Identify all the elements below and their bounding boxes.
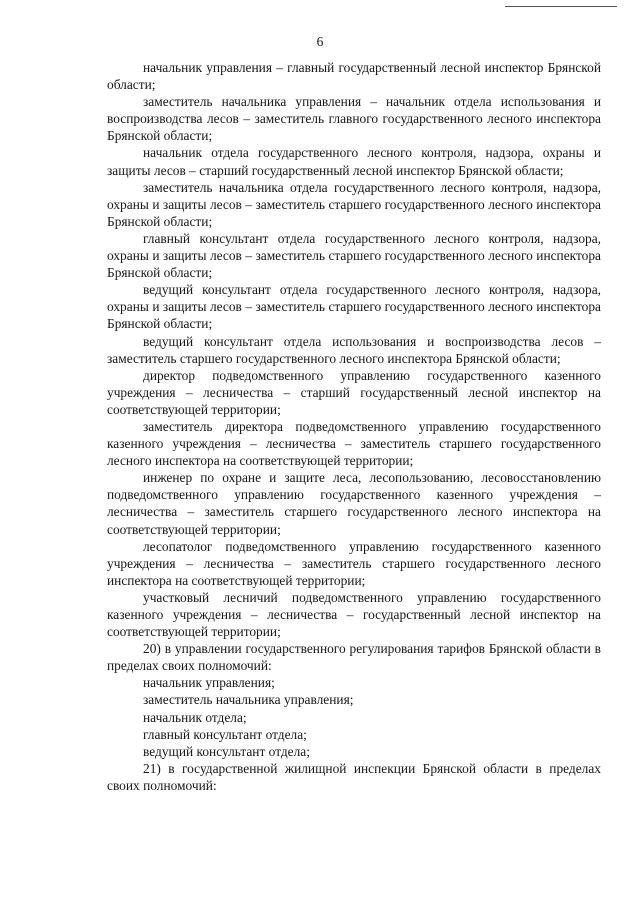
document-body [107,59,601,794]
paragraph: заместитель начальника отдела государственного лесного контроля, надзора, охраны и защиты лесов – заместитель старшего государственного лесного инспектора Брянской области; [107,179,601,229]
paragraph: заместитель начальника управления – начальник отдела использования и воспроизводства лесов – заместитель главного государственного лесного инспектора Брянской области; [107,94,601,144]
paragraph: директор подведомственного управлению государственного казенного учреждения – лесничества – старший государственный лесной инспектор на соответствующей территории; [107,367,601,417]
list-item: заместитель начальника управления; [143,692,354,708]
paragraph: начальник управления – главный государственный лесной инспектор Брянской области; [107,60,601,93]
header-rule [505,6,617,7]
paragraph: главный консультант отдела государственного лесного контроля, надзора, охраны и защиты лесов – заместитель старшего государственного лесного инспектора Брянской области; [107,230,601,281]
section-heading: 20) в управлении государственного регулирования тарифов Брянской области в пределах своих полномочий: [107,641,601,674]
paragraph: лесопатолог подведомственного управлению государственного казенного учреждения – лесничества – заместитель старшего государственного лесного инспектора на соответствующей территории; [107,538,601,588]
paragraph: заместитель директора подведомственного управлению государственного казенного учреждения – лесничества – заместитель старшего государственного лесного инспектора на соответствующей территории; [107,418,601,469]
section-heading: 21) в государственной жилищной инспекции Брянской области в пределах своих полномочий: [107,760,601,793]
list-item: начальник управления; [143,675,275,691]
list-item: начальник отдела; [143,709,247,725]
paragraph: участковый лесничий подведомственного управлению государственного казенного учреждения – лесничества – государственный лесной инспектор на соответствующей территории; [107,589,601,640]
list-item: главный консультант отдела; [143,726,307,742]
paragraph: ведущий консультант отдела использования и воспроизводства лесов – заместитель старшего государственного лесного инспектора Брянской области; [107,333,601,366]
paragraph: ведущий консультант отдела государственного лесного контроля, надзора, охраны и защиты лесов – заместитель старшего государственного лесного инспектора Брянской области; [107,282,601,332]
paragraph: начальник отдела государственного лесного контроля, надзора, охраны и защиты лесов – старший государственный лесной инспектор Брянской области; [107,145,601,178]
paragraph: инженер по охране и защите леса, лесопользованию, лесовосстановлению подведомственного управлению государственного казенного учреждения – лесничества – заместитель старшего государственного лесного инспектора на соответствующей территории; [107,470,601,537]
list-item: ведущий консультант отдела; [143,743,310,759]
page-number: 6 [316,34,324,49]
